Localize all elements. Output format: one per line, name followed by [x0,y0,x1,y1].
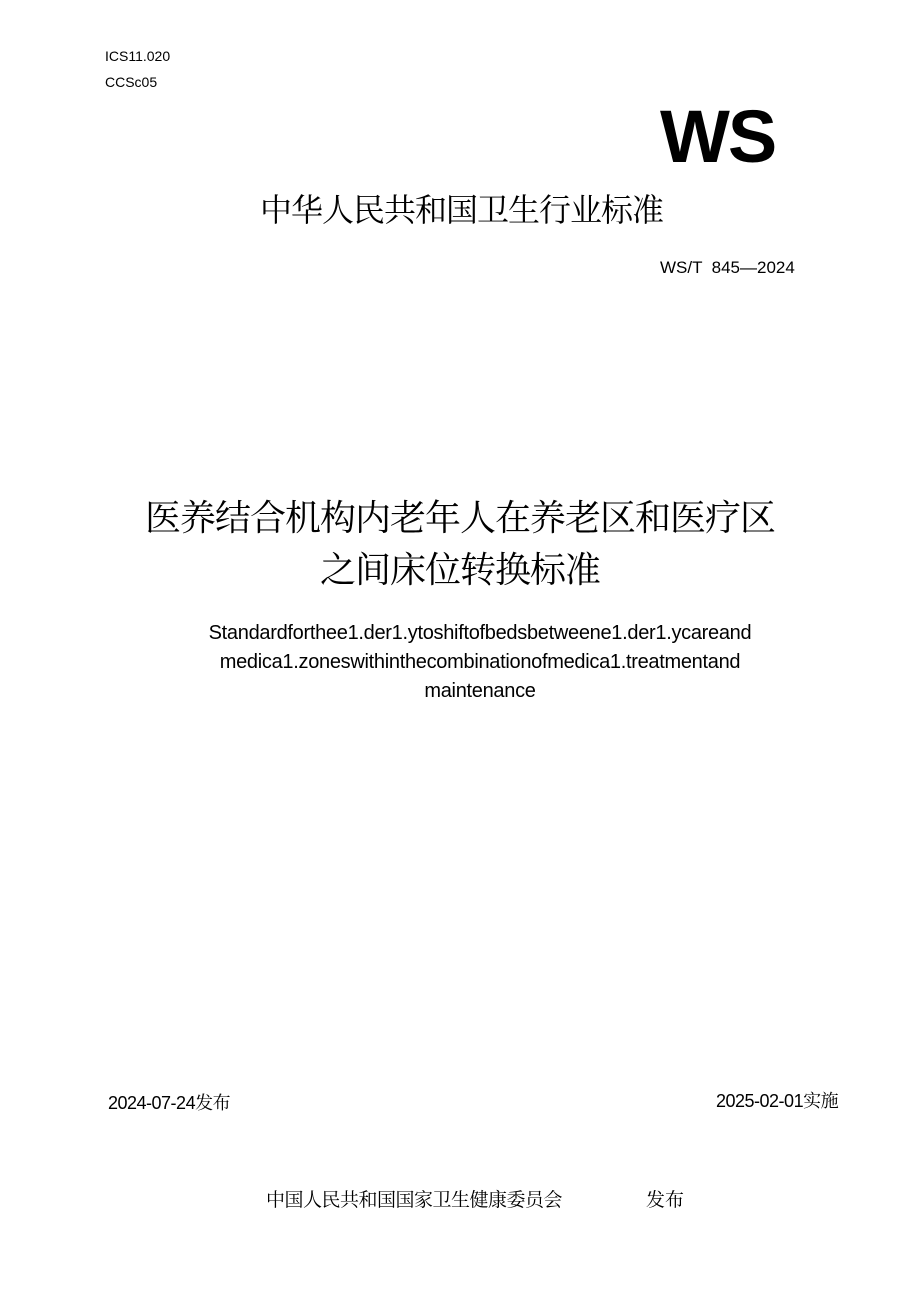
standard-category-title: 中华人民共和国卫生行业标准 [260,192,664,228]
issuing-authority: 中国人民共和国国家卫生健康委员会 [266,1190,563,1211]
english-title-line-1: Standardforthee1.der1.ytoshiftofbedsbetweene1.der1.ycareand [208,622,752,644]
ics-code: ICS11.020 [105,48,171,64]
chinese-title-line-1: 医养结合机构内老年人在养老区和医疗区 [144,497,775,538]
english-title-line-3: maintenance [424,680,536,702]
english-title-line-2: medica1.zoneswithinthecombinationofmedica1.treatmentand [219,651,741,673]
implementation-date: 2025-02-01实施 [716,1091,839,1111]
chinese-title-line-2: 之间床位转换标准 [319,549,600,590]
standard-number: WS/T 845—2024 [660,258,795,277]
issue-label: 发布 [646,1190,685,1211]
chinese-title [60,492,860,596]
ccs-code: CCSc05 [105,74,158,90]
ws-logo: WS [660,95,776,178]
issue-date: 2024-07-24发布 [108,1093,231,1113]
english-title [110,619,850,706]
